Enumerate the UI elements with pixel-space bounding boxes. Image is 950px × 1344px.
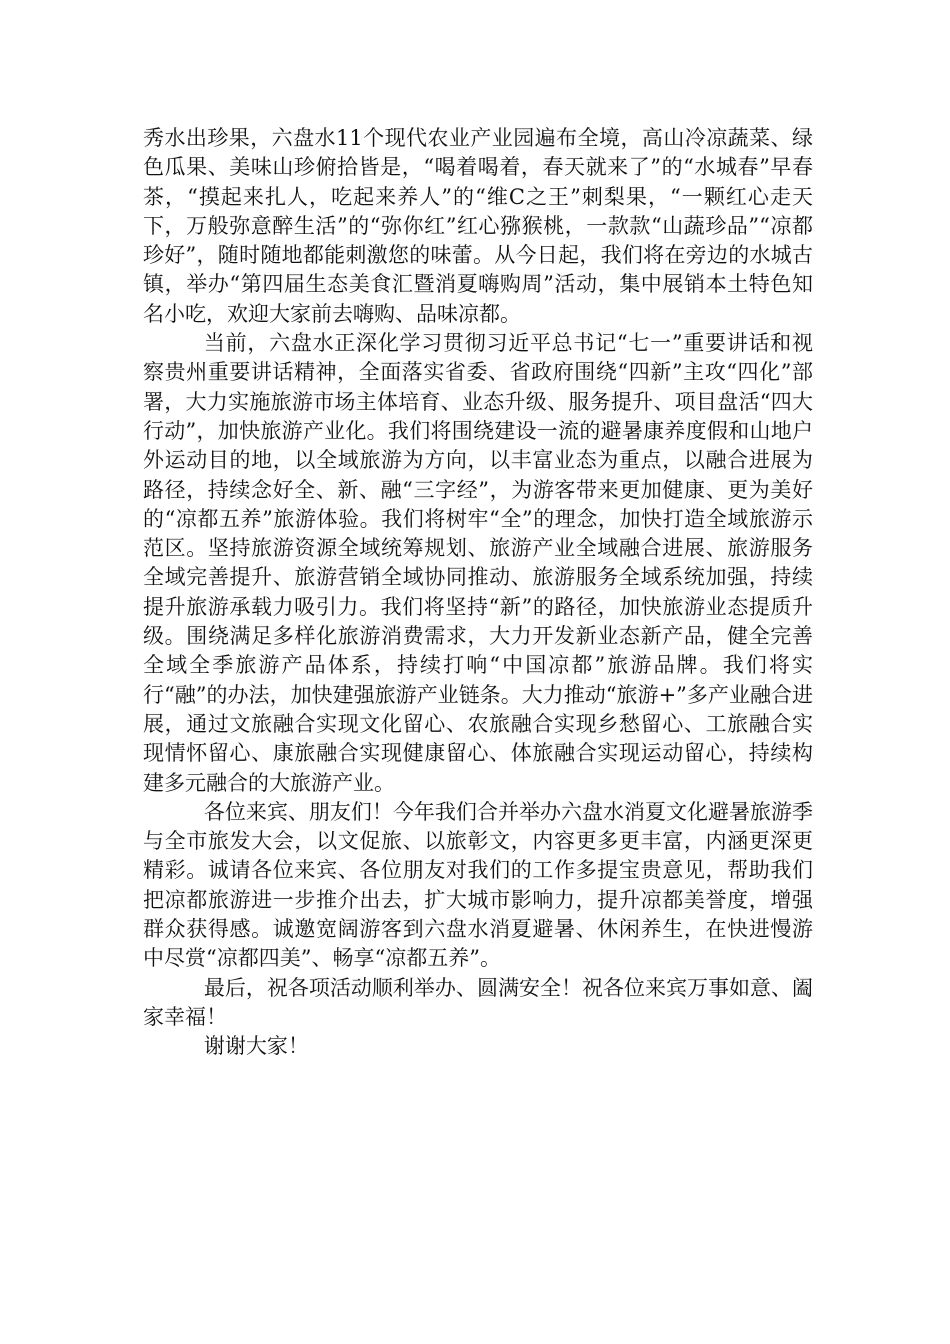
paragraph-invitation: 各位来宾、朋友们！今年我们合并举办六盘水消夏文化避暑旅游季与全市旅发大会，以文促旅、以旅彰文，内容更多更丰富，内涵更深更精彩。诚请各位来宾、各位朋友对我们的工作多提宝贵意见，帮助我们把凉都旅游进一步推介出去，扩大城市影响力，提升凉都美誉度，增强群众获得感。诚邀宽阔游客到六盘水消夏避暑、休闲养生，在快进慢游中尽赏“凉都四美”、畅享“凉都五养”。 (143, 799, 813, 971)
paragraph-thanks: 谢谢大家！ (203, 1034, 309, 1059)
paragraph-closing-wishes: 最后，祝各项活动顺利举办、圆满安全！祝各位来宾万事如意、阖家幸福！ (143, 975, 813, 1029)
document-body (143, 124, 813, 1062)
paragraph-local-produce: 秀水出珍果，六盘水11个现代农业产业园遍布全境，高山冷凉蔬菜、绿色瓜果、美味山珍俯拾皆是，“喝着喝着，春天就来了”的“水城春”早春茶，“摸起来扎人，吃起来养人”的“维C之王”刺梨果，“一颗红心走天下，万般弥意醉生活”的“弥你红”红心猕猴桃，一款款“山蔬珍品”“凉都珍好”，随时随地都能刺激您的味蕾。从今日起，我们将在旁边的水城古镇，举办“第四届生态美食汇暨消夏嗨购周”活动，集中展销本土特色知名小吃，欢迎大家前去嗨购、品味凉都。 (143, 126, 813, 326)
paragraph-tourism-strategy: 当前，六盘水正深化学习贯彻习近平总书记“七一”重要讲话和视察贵州重要讲话精神，全面落实省委、省政府围绕“四新”主攻“四化”部署，大力实施旅游市场主体培育、业态升级、服务提升、项目盘活“四大行动”，加快旅游产业化。我们将围绕建设一流的避暑康养度假和山地户外运动目的地，以全域旅游为方向，以丰富业态为重点，以融合进展为路径，持续念好全、新、融“三字经”，为游客带来更加健康、更为美好的“凉都五养”旅游体验。我们将树牢“全”的理念，加快打造全域旅游示范区。坚持旅游资源全域统筹规划、旅游产业全域融合进展、旅游服务全域完善提升、旅游营销全域协同推动、旅游服务全域系统加强，持续提升旅游承载力吸引力。我们将坚持“新”的路径，加快旅游业态提质升级。围绕满足多样化旅游消费需求，大力开发新业态新产品，健全完善全域全季旅游产品体系，持续打响“中国凉都”旅游品牌。我们将实行“融”的办法，加快建强旅游产业链条。大力推动“旅游+”多产业融合进展，通过文旅融合实现文化留心、农旅融合实现乡愁留心、工旅融合实现情怀留心、康旅融合实现健康留心、体旅融合实现运动留心，持续构建多元融合的大旅游产业。 (143, 331, 813, 795)
